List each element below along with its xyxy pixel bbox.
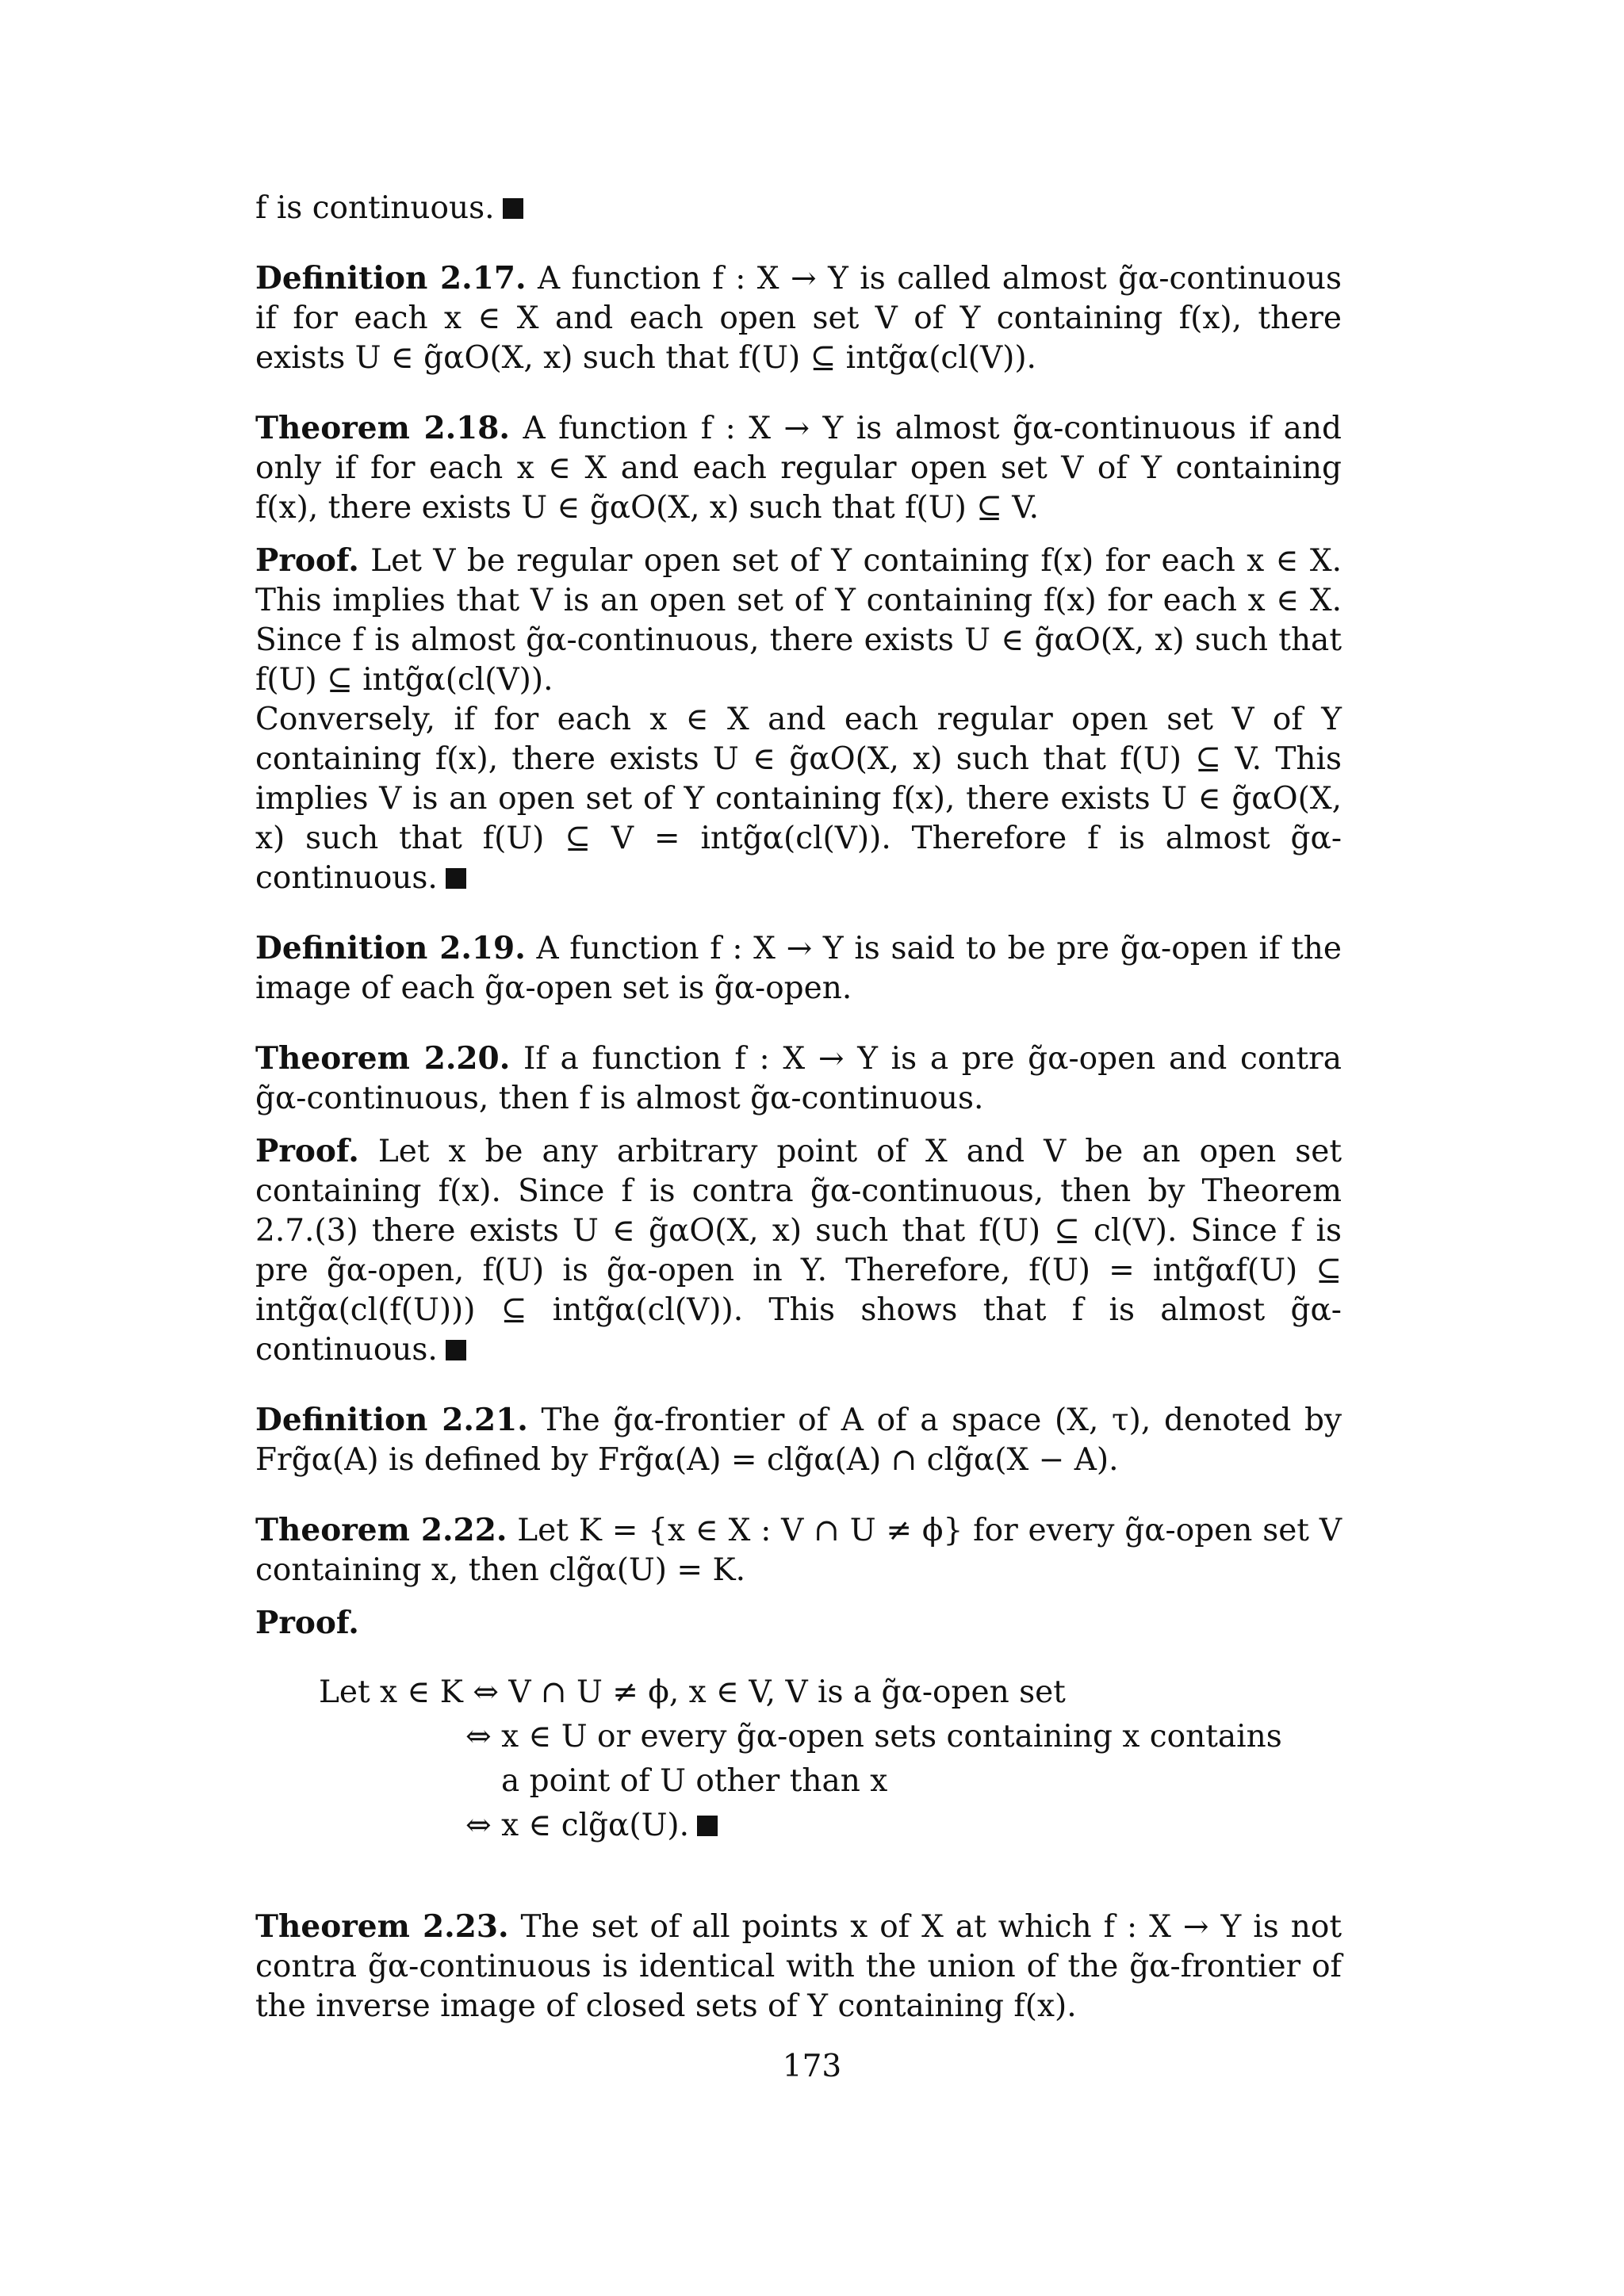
proof-label: Proof. [255, 542, 359, 579]
definition-2-19 [255, 928, 1342, 1008]
proof-text: Conversely, if for each x ∈ X and each regular open set V of Y containing f(x), there exists U ∈ g̃αO(X, x) such that f(U) ⊆ V. This implies V is an open set of Y containing f(x), there exists U ∈ g̃αO(X, x) such that f(U) ⊆ V = intg̃α(cl(V)). Therefore f is almost g̃α-continuous. [255, 702, 1342, 896]
derivation-line: ⇔ x ∈ U or every g̃α-open sets containing x contains [465, 1719, 1282, 1755]
theorem-2-22 [255, 1510, 1342, 1590]
continued-fragment: f is continuous. [255, 189, 1342, 228]
definition-2-17 [255, 258, 1342, 378]
page-body [255, 189, 1342, 2026]
theorem-text: The set of all points x of X at which f : X → Y is not contra g̃α-continuous is identical with the union of the g̃α-frontier of the inverse image of closed sets of Y containing f(x). [255, 1909, 1342, 2024]
qed-icon [446, 868, 466, 889]
theorem-text: Let K = {x ∈ X : V ∩ U ≠ ϕ} for every g̃α-open set V containing x, then clg̃α(U) = K. [255, 1513, 1342, 1588]
derivation-line: a point of U other than x [501, 1763, 888, 1799]
definition-text: A function f : X → Y is said to be pre g̃α-open if the image of each g̃α-open set is g̃α-open. [255, 931, 1342, 1006]
qed-icon [446, 1340, 466, 1360]
theorem-2-20 [255, 1039, 1342, 1119]
definition-2-21 [255, 1400, 1342, 1480]
theorem-2-23 [255, 1907, 1342, 2026]
proof-paragraph [255, 541, 1342, 700]
proof-label: Proof. [255, 1133, 359, 1169]
definition-text: A function f : X → Y is called almost g̃α-continuous if for each x ∈ X and each open set V of Y containing f(x), there exists U ∈ g̃αO(X, x) such that f(U) ⊆ intg̃α(cl(V)). [255, 261, 1342, 376]
proof-text: Let x be any arbitrary point of X and V be an open set containing f(x). Since f is contra g̃α-continuous, then by Theorem 2.7.(3) there exists U ∈ g̃αO(X, x) such that f(U) ⊆ cl(V). Since f is pre g̃α-open, f(U) is g̃α-open in Y. Therefore, f(U) = intg̃αf(U) ⊆ intg̃α(cl(f(U))) ⊆ intg̃α(cl(V)). This shows that f is almost g̃α-continuous. [255, 1134, 1342, 1368]
page-number: 173 [782, 2049, 842, 2084]
theorem-2-18 [255, 408, 1342, 528]
theorem-label: Theorem 2.18. [255, 410, 511, 446]
definition-label: Definition 2.19. [255, 930, 526, 966]
proof-2-20 [255, 1131, 1342, 1370]
definition-label: Definition 2.17. [255, 260, 527, 297]
proof-2-22-label [255, 1603, 1342, 1644]
derivation-line: ⇔ x ∈ clg̃α(U). [319, 1804, 1342, 1848]
theorem-label: Theorem 2.23. [255, 1908, 509, 1945]
definition-text: The g̃α-frontier of A of a space (X, τ), denoted by Frg̃α(A) is defined by Frg̃α(A) = clg̃α(A) ∩ clg̃α(X − A). [255, 1402, 1342, 1478]
proof-text: Let V be regular open set of Y containing f(x) for each x ∈ X. This implies that V is an open set of Y containing f(x) for each x ∈ X. Since f is almost g̃α-continuous, there exists U ∈ g̃αO(X, x) such that f(U) ⊆ intg̃α(cl(V)). [255, 543, 1342, 698]
qed-icon [697, 1816, 718, 1836]
proof-paragraph [255, 700, 1342, 898]
definition-label: Definition 2.21. [255, 1402, 528, 1438]
theorem-text: If a function f : X → Y is a pre g̃α-open and contra g̃α-continuous, then f is almost g̃α-continuous. [255, 1041, 1342, 1116]
proof-derivation [319, 1670, 1342, 1848]
proof-label: Proof. [255, 1605, 359, 1641]
qed-icon [503, 198, 523, 219]
theorem-label: Theorem 2.20. [255, 1040, 511, 1077]
theorem-label: Theorem 2.22. [255, 1512, 508, 1548]
theorem-text: A function f : X → Y is almost g̃α-continuous if and only if for each x ∈ X and each regular open set V of Y containing f(x), there exists U ∈ g̃αO(X, x) such that f(U) ⊆ V. [255, 411, 1342, 526]
derivation-line: Let x ∈ K ⇔ V ∩ U ≠ ϕ, x ∈ V, V is a g̃α-open set [319, 1674, 1066, 1710]
proof-2-18 [255, 541, 1342, 898]
